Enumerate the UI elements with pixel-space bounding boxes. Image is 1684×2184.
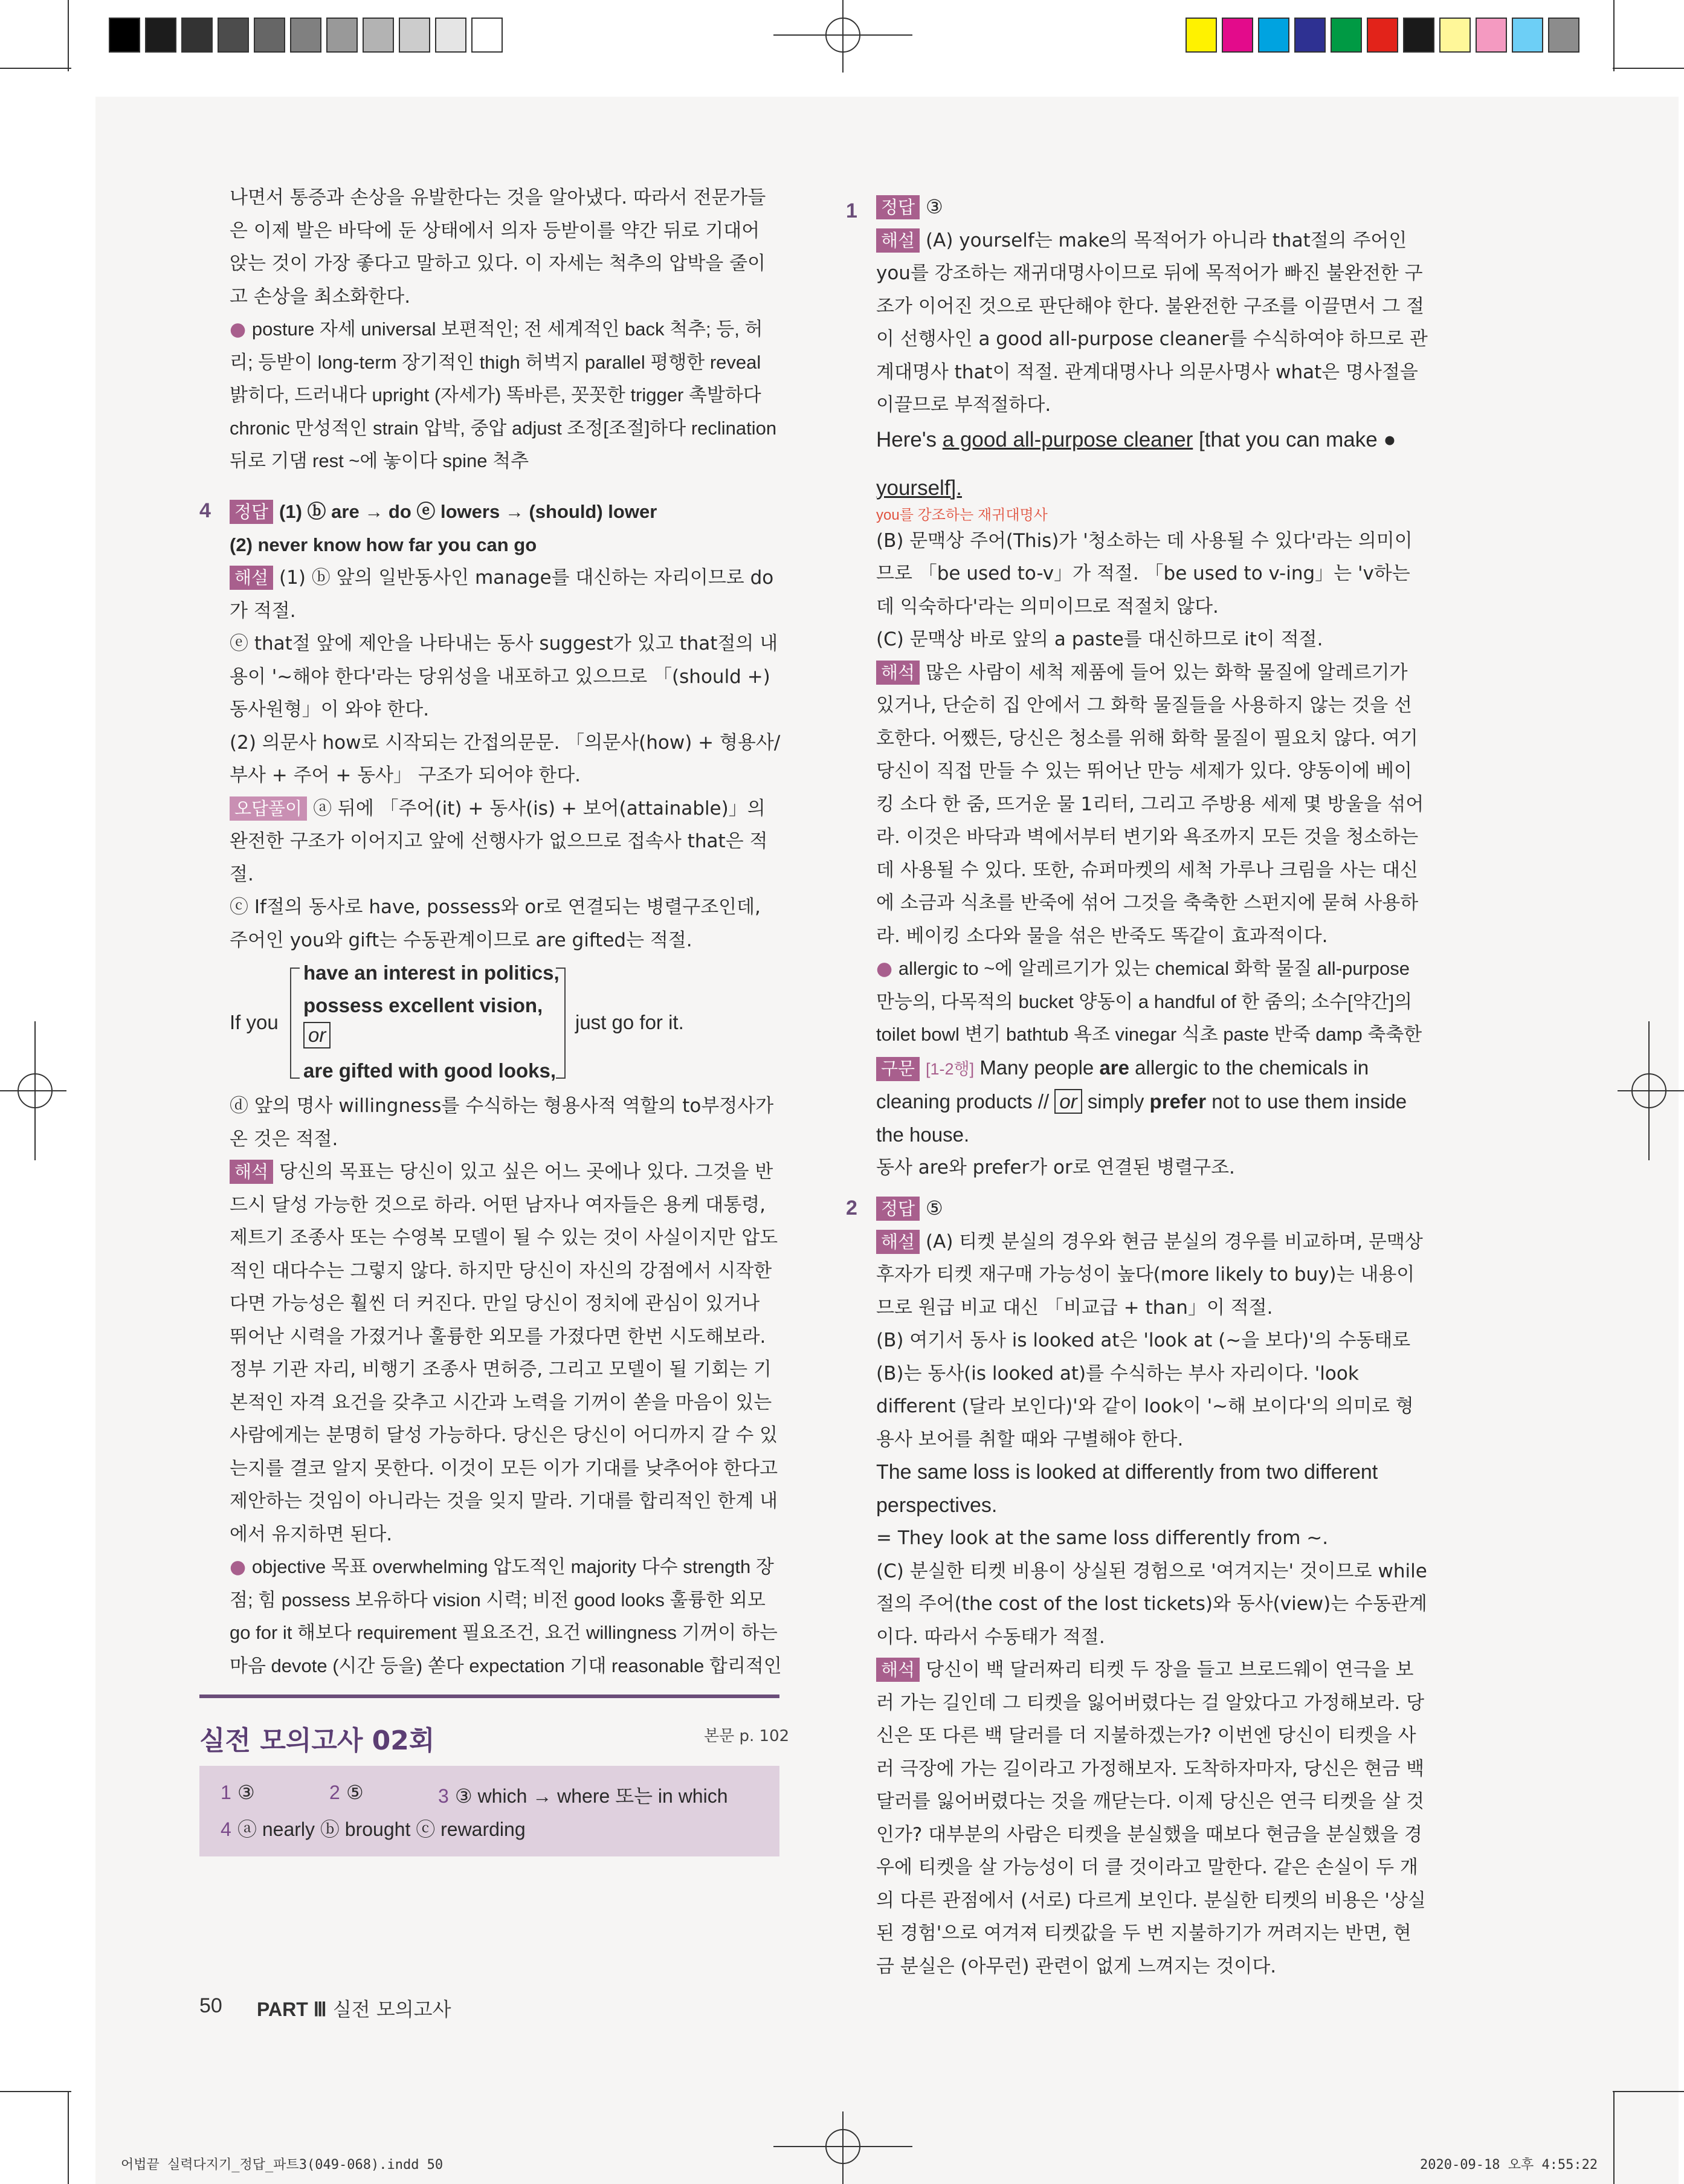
q2-answer xyxy=(876,1192,1429,1226)
color-swatch xyxy=(471,18,503,53)
q2-expl-1-text: (A) 티켓 분실의 경우와 현금 분실의 경우를 비교하며, 문맥상 후자가 티켓 재구매 가능성이 높다(more likely to buy)는 내용이므로 원급 비교 대신 「비교급 + than」이 적절. xyxy=(876,1230,1423,1319)
q1-translation-text: 많은 사람이 세척 제품에 들어 있는 화학 물질에 알레르기가 있거나, 단순히 집 안에서 그 화학 물질들을 사용하지 않는 것을 선호한다. 어쨌든, 당신은 청소를 위해 화학 물질이 필요치 않다. 여기 당신이 직접 만들 수 있는 뛰어난 만능 세제가 있다. 양동이에 베이킹 소다 한 줌, 뜨거운 물 1리터, 그리고 주방용 세제 몇 방울을 섞어라. 이것은 바닥과 벽에서부터 변기와 욕조까지 모든 것을 청소하는 데 사용될 수 있다. 또한, 슈퍼마켓의 세척 가루나 크림을 사는 대신에 소금과 식초를 반죽에 섞어 그것을 축축한 스펀지에 묻혀 사용하라. 베이킹 소다와 물을 섞은 반죽도 똑같이 효과적이다. xyxy=(876,661,1424,947)
color-swatch xyxy=(1258,18,1289,53)
q1-translation xyxy=(876,656,1429,953)
answer-value: ③ which → where 또는 in which xyxy=(454,1785,728,1807)
color-swatch xyxy=(1403,18,1434,53)
translation-tag: 해석 xyxy=(230,1160,273,1184)
q4-explanation-3: (2) 의문사 how로 시작되는 간접의문문. 「의문사(how) + 형용사/부사 + 주어 + 동사」 구조가 되어야 한다. xyxy=(230,731,781,786)
q2-answer-value: ⑤ xyxy=(926,1197,943,1220)
q1-example-sentence-2 xyxy=(876,470,1429,525)
answer-1 xyxy=(221,1781,255,1804)
explanation-tag: 해설 xyxy=(876,228,920,253)
q1-explanation-3: (C) 문맥상 바로 앞의 a paste를 대신하므로 it이 적절. xyxy=(876,628,1323,650)
color-swatch xyxy=(290,18,321,53)
crop-mark-tr-h xyxy=(1613,68,1684,69)
grammar-or: or xyxy=(1054,1089,1082,1114)
answer-value: ③ xyxy=(237,1781,255,1804)
color-swatch xyxy=(363,18,394,53)
translation-tag: 해석 xyxy=(876,1658,920,1682)
answer-2 xyxy=(329,1781,364,1804)
color-swatch xyxy=(1186,18,1217,53)
diagram-line-2 xyxy=(303,989,543,1023)
color-swatch xyxy=(1331,18,1362,53)
q1-example-sentence xyxy=(876,422,1429,458)
q4-wrong-1-text: ⓐ 뒤에 「주어(it) + 동사(is) + 보어(attainable)」의 완전한 구조가 이어지고 앞에 선행사가 없으므로 접속사 that은 적절. xyxy=(230,797,768,885)
grammar-tag: 구문 xyxy=(876,1057,920,1081)
color-swatch xyxy=(1294,18,1326,53)
q4-explanation-2: ⓔ that절 앞에 제안을 나타내는 동사 suggest가 있고 that절의 내용이 '~해야 한다'라는 당위성을 내포하고 있으므로 「(should +) 동사원형」이 와야 한다. xyxy=(230,633,778,720)
vocab-list-2 xyxy=(230,1551,782,1682)
question-number-4: 4 xyxy=(199,499,211,522)
q2-explanation-1 xyxy=(876,1226,1429,1325)
color-swatch xyxy=(218,18,249,53)
q2-example-sentence-2: = They look at the same loss differently from ~. xyxy=(876,1527,1329,1549)
vocab-list-1 xyxy=(230,313,782,478)
explanation-tag: 해설 xyxy=(230,566,273,590)
diagram-line-2-text: possess excellent vision, xyxy=(303,994,543,1016)
mock-test-title: 실전 모의고사 02회 xyxy=(199,1725,435,1756)
answer-num: 2 xyxy=(329,1782,340,1803)
color-swatch xyxy=(1222,18,1253,53)
sentence-part: yourself]. xyxy=(876,476,962,500)
vocab-text: objective 목표 overwhelming 압도적인 majority 다수 strength 장점; 힘 possess 보유하다 vision 시력; 비전 good looks 훌륭한 외모 go for it 해보다 requirement 필요조건, 요건 willingness 기꺼이 하는 마음 devote (시간 등을) 쏟다 expectation 기대 reasonable 합리적인 xyxy=(230,1556,782,1676)
q2-example-sentence: The same loss is looked at differently from two different perspectives. xyxy=(876,1461,1378,1517)
q4-translation-text: 당신의 목표는 당신이 있고 싶은 어느 곳에나 있다. 그것을 반드시 달성 가능한 것으로 하라. 어떤 남자나 여자들은 용케 대통령, 제트기 조종사 또는 수영복 모델이 될 수 있는 것이 사실이지만 압도적인 대다수는 그렇지 않다. 하지만 당신이 자신의 강점에서 시작한다면 가능성은 훨씬 더 커진다. 만일 당신이 정치에 관심이 있거나 뛰어난 시력을 가졌거나 훌륭한 외모를 가졌다면 한번 시도해보라. 정부 기관 자리, 비행기 조종사 면허증, 그리고 모델이 될 기회는 기본적인 자격 요건을 갖추고 시간과 노력을 기꺼이 쏟을 마음이 있는 사람에게는 분명히 달성 가능하다. 당신은 당신이 어디까지 갈 수 있는지를 결코 알지 못한다. 이것이 모든 이가 기대를 낮추어야 한다고 제안하는 것임이 아니라는 것을 잊지 말라. 기대를 합리적인 한계 내에서 유지하면 된다. xyxy=(230,1161,778,1545)
sentence-part: Here's xyxy=(876,427,943,451)
color-swatch xyxy=(326,18,358,53)
answer-3 xyxy=(438,1781,728,1809)
grammar-verb-1: are xyxy=(1099,1056,1130,1079)
q4-answer-2: (2) never know how far you can go xyxy=(230,534,537,555)
color-swatch xyxy=(399,18,430,53)
part-number: PART Ⅲ xyxy=(257,1998,327,2020)
parallel-structure-diagram xyxy=(230,957,782,1090)
bullet-icon: ● xyxy=(876,958,898,980)
color-swatch xyxy=(181,18,213,53)
reflexive-note: you를 강조하는 재귀대명사 xyxy=(876,506,1048,523)
bullet-icon: ● xyxy=(230,1556,252,1578)
part-title: 실전 모의고사 xyxy=(332,1998,451,2021)
color-swatch xyxy=(109,18,140,53)
grammar-part: simply xyxy=(1082,1090,1150,1113)
answer-4 xyxy=(221,1814,526,1842)
crop-mark-bl-v xyxy=(68,2091,69,2184)
color-swatch xyxy=(1512,18,1543,53)
answer-value: ⓐ nearly ⓑ brought ⓒ rewarding xyxy=(237,1818,526,1840)
crop-mark-tr-v xyxy=(1613,0,1615,71)
vocab-text: allergic to ~에 알레르기가 있는 chemical 화학 물질 all-purpose 만능의, 다목적의 bucket 양동이 a handful of 한 줌의; 소수[약간]의 toilet bowl 변기 bathtub 욕조 vinegar 식초 paste 반죽 damp 축축한 xyxy=(876,958,1422,1045)
explanation-tag: 해설 xyxy=(876,1230,920,1254)
q1-grammar-note: 동사 are와 prefer가 or로 연결된 병렬구조. xyxy=(876,1157,1235,1178)
q2-translation xyxy=(876,1653,1429,1983)
q1-grammar xyxy=(876,1052,1429,1152)
color-swatch xyxy=(435,18,466,53)
q2-explanation-3: (C) 분실한 티켓 비용이 상실된 경험으로 '여겨지는' 것이므로 while절의 주어(the cost of the lost tickets)와 동사(view)는 수동관계이다. 따라서 수동태가 적절. xyxy=(876,1560,1427,1648)
part-label xyxy=(257,1994,451,2022)
wrong-answer-tag: 오답풀이 xyxy=(230,796,307,821)
diagram-line-4-text: are gifted with good looks, xyxy=(303,1059,556,1082)
question-number-1: 1 xyxy=(846,199,857,222)
q1-vocab xyxy=(876,952,1429,1052)
vocab-text: posture 자세 universal 보편적인; 전 세계적인 back 척추; 등, 허리; 등받이 long-term 장기적인 thigh 허벅지 parallel 평행한 reveal 밝히다, 드러내다 upright (자세가) 똑바른, 꼿꼿한 trigger 촉발하다 chronic 만성적인 strain 압박, 중압 adjust 조정[조절]하다 reclination 뒤로 기댐 rest ~에 놓이다 spine 척추 xyxy=(230,318,777,471)
color-swatch xyxy=(1476,18,1507,53)
grammar-line-ref: [1-2행] xyxy=(926,1059,975,1078)
q4-wrong-3: ⓓ 앞의 명사 willingness를 수식하는 형용사적 역할의 to부정사가 온 것은 적절. xyxy=(230,1095,774,1150)
right-column xyxy=(876,190,1429,1184)
crop-mark-tl-h xyxy=(0,68,71,69)
mock-test-source: 본문 p. 102 xyxy=(704,1727,790,1745)
diagram-just-go: just go for it. xyxy=(575,1011,684,1033)
q2-explanation-2: (B) 여기서 동사 is looked at은 'look at (~을 보다)'의 수동태로 (B)는 동사(is looked at)를 수식하는 부사 자리이다. 'look different (달라 보인다)'와 같이 look이 '~해 보이다'의 의미로 형용사 보어를 취할 때와 구별해야 한다. xyxy=(876,1329,1414,1450)
page-number: 50 xyxy=(199,1994,222,2017)
q1-explanation-2: (B) 문맥상 주어(This)가 '청소하는 데 사용될 수 있다'라는 의미이므로 「be used to-v」가 적절. 「be used to v-ing」는 'v하는 데 익숙하다'라는 의미이므로 적절치 않다. xyxy=(876,529,1413,618)
q1-answer-value: ③ xyxy=(926,195,943,218)
registration-target-bottom xyxy=(773,2111,912,2184)
answer-tag: 정답 xyxy=(230,500,273,524)
crop-mark-tl-v xyxy=(68,0,69,71)
registration-target-left xyxy=(0,1021,66,1160)
color-swatch xyxy=(254,18,285,53)
question-number-2: 2 xyxy=(846,1197,857,1220)
print-timestamp: 2020-09-18 오후 4:55:22 xyxy=(1420,2157,1598,2173)
file-info: 어법끝 실력다지기_정답_파트3(049-068).indd 50 xyxy=(121,2157,444,2173)
sentence-part: [that you can make ● xyxy=(1193,427,1396,451)
diagram-if-you: If you xyxy=(230,1011,279,1033)
q2-translation-text: 당신이 백 달러짜리 티켓 두 장을 들고 브로드웨이 연극을 보러 가는 길인데 그 티켓을 잃어버렸다는 걸 알았다고 가정해보라. 당신은 또 다른 백 달러를 더 지불하겠는가? 이번엔 당신이 티켓을 사러 극장에 가는 길이라고 가정해보자. 도착하자마자, 당신은 현금 백 달러를 잃어버렸다는 것을 깨닫는다. 이제 당신은 연극 티켓을 살 것인가? 대부분의 사람은 티켓을 분실했을 때보다 현금을 분실했을 경우에 티켓을 살 가능성이 더 클 것이라고 말한다. 같은 손실이 두 개의 다른 관점에서 (서로) 다르게 보인다. 분실한 티켓의 비용은 '상실된 경험'으로 여겨져 티켓값을 두 번 지불하기가 꺼려지는 반면, 현금 분실은 (아무런) 관련이 없게 느껴지는 것이다. xyxy=(876,1659,1426,1977)
q4-expl-1-text: (1) ⓑ 앞의 일반동사인 manage를 대신하는 자리이므로 do가 적절. xyxy=(230,567,774,622)
translation-tag: 해석 xyxy=(876,661,920,685)
mock-test-rule xyxy=(199,1695,779,1698)
bullet-icon: ● xyxy=(230,318,252,340)
q4-wrong-1 xyxy=(230,792,782,891)
diagram-line-1 xyxy=(303,957,560,990)
mock-answer-box xyxy=(199,1766,779,1856)
answer-tag: 정답 xyxy=(876,195,920,219)
registration-target-right xyxy=(1618,1021,1684,1160)
color-swatch xyxy=(1439,18,1471,53)
answer-num: 3 xyxy=(438,1785,449,1807)
answer-num: 4 xyxy=(221,1818,231,1840)
diagram-bracket-left xyxy=(290,968,300,1079)
q2-block xyxy=(876,1192,1429,1983)
answer-value: ⑤ xyxy=(346,1781,364,1804)
answer-tag: 정답 xyxy=(876,1197,920,1221)
grammar-verb-2: prefer xyxy=(1149,1090,1207,1113)
color-swatch xyxy=(1367,18,1398,53)
registration-target-top xyxy=(773,0,912,73)
q4-answer xyxy=(230,496,782,529)
q1-explanation-1 xyxy=(876,224,1429,422)
color-swatch xyxy=(1548,18,1579,53)
q1-answer xyxy=(876,190,1429,224)
color-swatch xyxy=(145,18,176,53)
q1-expl-1-text: (A) yourself는 make의 목적어가 아니라 that절의 주어인 you를 강조하는 재귀대명사이므로 뒤에 목적어가 빠진 불완전한 구조가 이어진 것으로 판단해야 한다. 불완전한 구조를 이끌면서 그 절이 선행사인 a good all-purpose cleaner를 수식하여야 하므로 관계대명사 that이 적절. 관계대명사나 의문사명사 what은 명사절을 이끌므로 부적절하다. xyxy=(876,229,1428,416)
grammar-part: not to use them inside the house. xyxy=(876,1090,1407,1146)
crop-mark-bl-h xyxy=(0,2091,71,2092)
q4-explanation-1 xyxy=(230,561,782,627)
diagram-line-1-text: have an interest in politics, xyxy=(303,961,560,984)
left-column xyxy=(230,181,782,478)
translation-continued: 나면서 통증과 손상을 유발한다는 것을 알아냈다. 따라서 전문가들은 이제 발은 바닥에 둔 상태에서 의자 등받이를 약간 뒤로 기대어 앉는 것이 가장 좋다고 말하고 있다. 이 자세는 척추의 압박을 줄이고 손상을 최소화한다. xyxy=(230,187,766,308)
q4-block xyxy=(230,496,782,1682)
grammar-part: allergic to the chemicals in cleaning products // xyxy=(876,1056,1369,1113)
antecedent: a good all-purpose cleaner xyxy=(942,427,1193,451)
q4-wrong-2: ⓒ If절의 동사로 have, possess와 or로 연결되는 병렬구조인데, 주어인 you와 gift는 수동관계이므로 are gifted는 적절. xyxy=(230,896,761,951)
grammar-part: Many people xyxy=(979,1056,1100,1079)
q4-answer-1: (1) ⓑ are → do ⓔ lowers → (should) lower xyxy=(279,501,657,522)
answer-num: 1 xyxy=(221,1782,231,1803)
crop-mark-br-h xyxy=(1613,2091,1684,2092)
diagram-line-4 xyxy=(303,1055,556,1088)
q4-translation xyxy=(230,1155,782,1551)
crop-mark-br-v xyxy=(1613,2091,1615,2184)
diagram-or: or xyxy=(303,1022,331,1048)
